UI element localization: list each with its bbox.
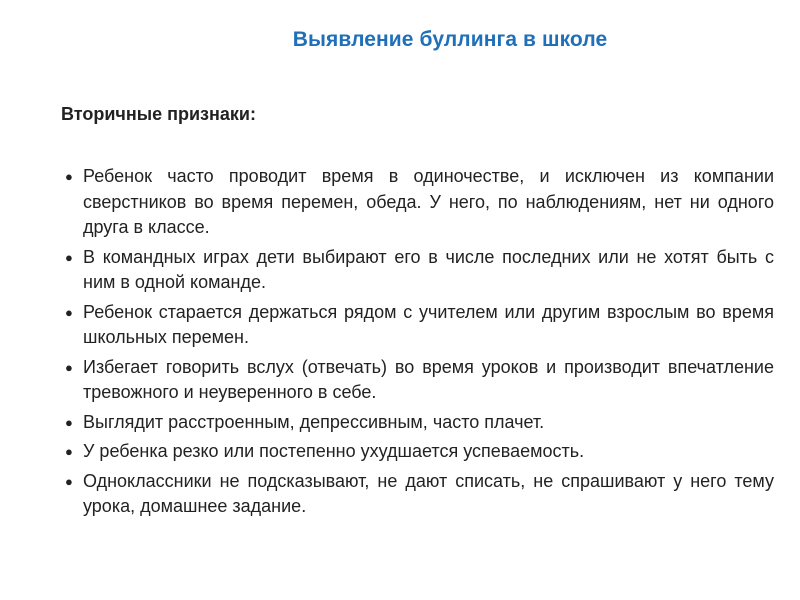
bullet-text: У ребенка резко или постепенно ухудшается успеваемость. — [83, 441, 585, 461]
bullet-item — [62, 469, 774, 520]
bullet-dot-icon: ● — [65, 473, 73, 489]
section-heading: Вторичные признаки: — [61, 104, 256, 124]
bullet-dot-icon: ● — [65, 444, 73, 459]
bullet-text: Одноклассники не подсказывают, не дают списать, не спрашивают у него тему урока, домашнее задание. — [83, 470, 774, 516]
bullet-text: Ребенок старается держаться рядом с учителем или другим взрослым во время школьных перемен. — [83, 301, 774, 347]
bullet-text: Выглядит расстроенным, депрессивным, часто плачет. — [83, 411, 545, 432]
bullet-text: В командных играх дети выбирают его в числе последних или не хотят быть с ним в одной команде. — [83, 246, 774, 292]
slide-title: Выявление буллинга в школе — [292, 28, 608, 51]
bullet-dot-icon: ● — [65, 249, 73, 265]
bullet-dot-icon: ● — [65, 359, 73, 375]
bullet-dot-icon: ● — [65, 304, 73, 320]
bullet-dot-icon: ● — [65, 414, 73, 430]
bullet-item — [62, 300, 774, 351]
bullet-text: Избегает говорить вслух (отвечать) во время уроков и производит впечатление тревожного и неуверенного в себе. — [83, 356, 774, 402]
bullet-item — [62, 355, 774, 406]
bullet-text: Ребенок часто проводит время в одиночестве, и исключен из компании сверстников во время перемен, обеда. У него, по наблюдениям, нет ни одного друга в классе. — [83, 166, 774, 237]
bullet-item — [62, 439, 774, 465]
bullet-item — [62, 164, 774, 241]
bullet-list — [62, 164, 774, 524]
bullet-item — [62, 245, 774, 296]
bullet-item — [62, 410, 774, 436]
bullet-dot-icon: ● — [65, 169, 73, 184]
